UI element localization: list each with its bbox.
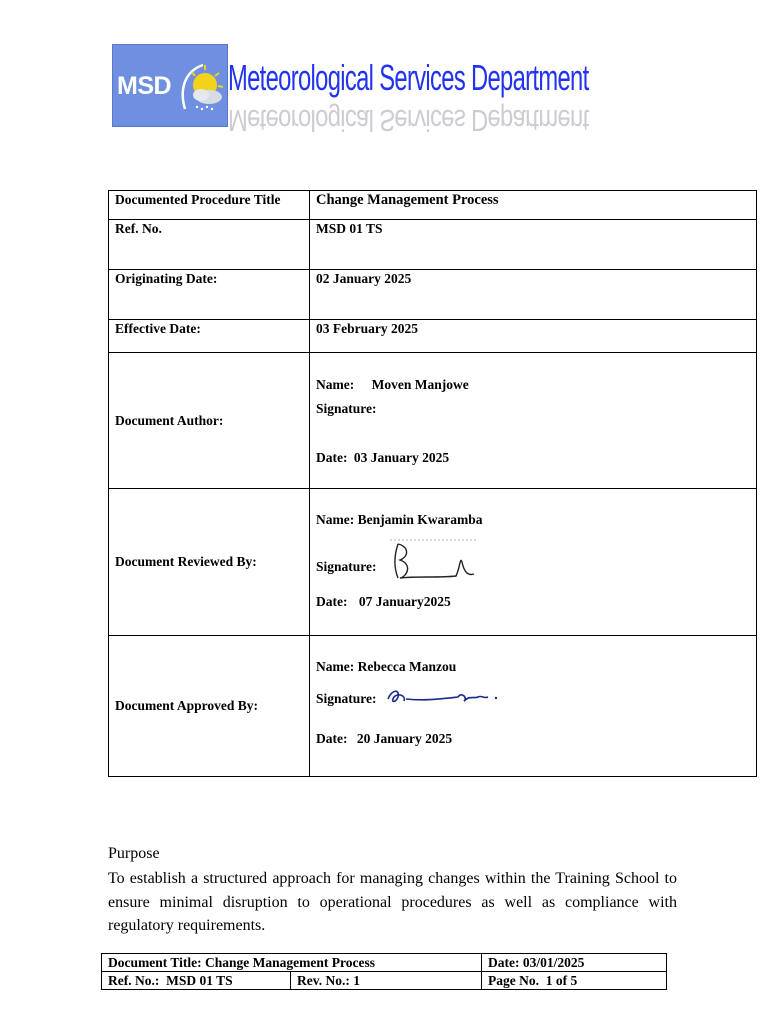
reviewer-date-label: Date:: [316, 594, 348, 609]
eff-label-cell: [109, 320, 310, 353]
effective-date-label: Effective Date:: [115, 321, 201, 336]
logo-abbreviation: MSD: [117, 72, 172, 100]
table-row: [109, 270, 757, 320]
approver-name-value: Rebecca Manzou: [357, 659, 457, 674]
author-value-cell: [310, 353, 757, 489]
reviewer-name-label: Name:: [316, 512, 355, 527]
footer-rev-no: Rev. No.: 1: [291, 972, 482, 990]
document-footer: [101, 953, 667, 990]
orig-value-cell: [310, 270, 757, 320]
logo-emblem: [112, 44, 228, 127]
reviewer-name-line: [316, 512, 750, 538]
logo-title: Meteorological Services Department: [228, 57, 589, 98]
author-signature-line: [316, 401, 750, 450]
table-row: [109, 191, 757, 220]
table-row: [109, 636, 757, 777]
approver-date-line: [316, 731, 750, 747]
table-row: [109, 320, 757, 353]
table-row: [109, 489, 757, 636]
footer-date: Date: 03/01/2025: [482, 954, 667, 972]
reviewer-signature-line: [316, 538, 750, 594]
ref-no-value: MSD 01 TS: [316, 221, 383, 236]
table-row: [102, 972, 667, 990]
approver-name-line: [316, 659, 750, 685]
author-name-label: Name:: [316, 377, 355, 392]
footer-doc-title: Document Title: Change Management Process: [102, 954, 482, 972]
approver-date-value: 20 January 2025: [356, 731, 453, 746]
approver-label-cell: [109, 636, 310, 777]
author-date-line: [316, 450, 750, 466]
purpose-text: To establish a structured approach for managing changes within the Training School to ensure minimal disruption to operational procedures as well as compliance with regulatory requirements.: [108, 870, 677, 934]
approver-name-label: Name:: [316, 659, 355, 674]
table-row: [109, 353, 757, 489]
ref-label-cell: [109, 220, 310, 270]
purpose-heading: Purpose: [108, 845, 160, 862]
reviewer-date-line: [316, 594, 750, 610]
logo-title-reflection: Meteorological Services Department: [228, 103, 589, 138]
procedure-title-value: Change Management Process: [316, 192, 499, 208]
table-row: [102, 954, 667, 972]
approver-signature-label: Signature:: [316, 691, 377, 707]
ref-no-label: Ref. No.: [115, 221, 162, 236]
title-label-cell: [109, 191, 310, 220]
ref-value-cell: [310, 220, 757, 270]
author-date-value: 03 January 2025: [353, 450, 450, 465]
author-date-label: Date:: [316, 450, 348, 465]
reviewer-date-value: 07 January2025: [358, 594, 451, 609]
procedure-table: [108, 190, 757, 777]
footer-page-no: Page No. 1 of 5: [482, 972, 667, 990]
originating-date-value: 02 January 2025: [316, 271, 412, 286]
title-value-cell: [310, 191, 757, 220]
sun-cloud-icon: [175, 59, 225, 117]
reviewer-label-cell: [109, 489, 310, 636]
reviewer-signature-image: [388, 538, 480, 582]
reviewer-name-value: Benjamin Kwaramba: [357, 512, 483, 527]
author-label-cell: [109, 353, 310, 489]
reviewer-signature-label: Signature:: [316, 559, 377, 575]
approver-signature-image: [384, 685, 502, 711]
originating-date-label: Originating Date:: [115, 271, 218, 286]
msd-logo: [112, 44, 602, 148]
orig-label-cell: [109, 270, 310, 320]
approver-signature-line: [316, 685, 750, 731]
procedure-title-label: Documented Procedure Title: [115, 192, 281, 207]
author-name-value: Moven Manjowe: [371, 377, 469, 392]
author-name-line: [316, 377, 750, 401]
document-approved-by-label: Document Approved By:: [115, 698, 259, 713]
approver-date-label: Date:: [316, 731, 348, 746]
footer-ref-no: Ref. No.: MSD 01 TS: [102, 972, 291, 990]
document-reviewed-by-label: Document Reviewed By:: [115, 554, 257, 569]
reviewer-value-cell: [310, 489, 757, 636]
document-author-label: Document Author:: [115, 412, 224, 428]
effective-date-value: 03 February 2025: [316, 321, 418, 336]
author-signature-label: Signature:: [316, 401, 377, 416]
approver-value-cell: [310, 636, 757, 777]
logo-title-area: [228, 56, 602, 146]
eff-value-cell: [310, 320, 757, 353]
table-row: [109, 220, 757, 270]
